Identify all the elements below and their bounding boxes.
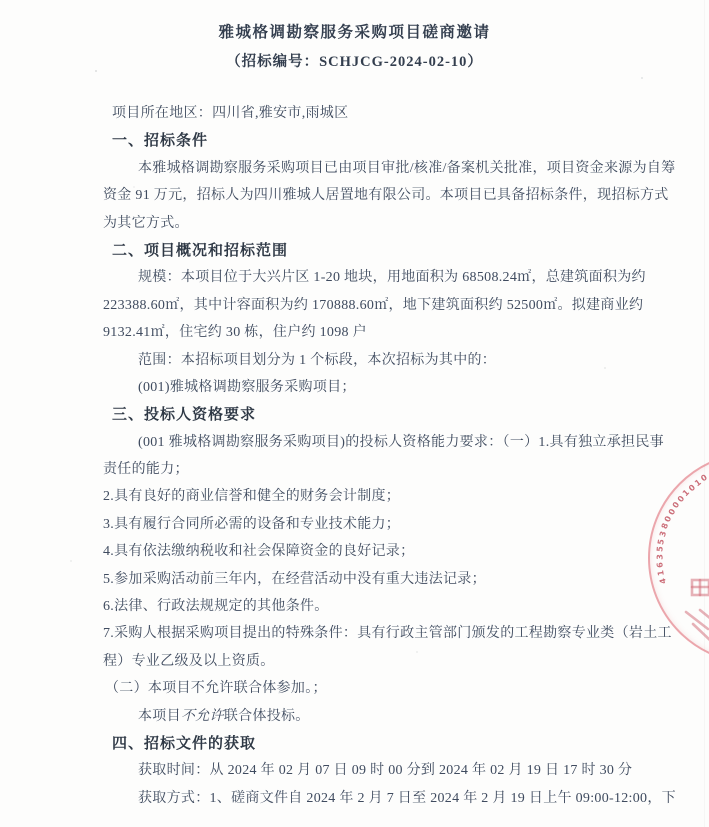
qualification-item-7-line1: 7.采购人根据采购项目提出的特殊条件：具有行政主管部门颁发的工程勘察专业类（岩土工: [103, 626, 672, 642]
scan-page-edge-line: [704, 0, 705, 827]
joint-bid-italic-text: 不允许: [180, 708, 224, 724]
qualification-item-7-line2: 程）专业乙级及以上资质。: [103, 653, 275, 669]
stamp-serial-digit: 0: [675, 494, 686, 505]
joint-bid-note-line: [103, 703, 605, 730]
stamp-serial-digit: 3: [655, 554, 665, 561]
qualification-item-3: 3.具有履行合同所必需的设备和专业技术能力；: [103, 516, 401, 532]
bid-section-001-line: (001)雅城格调勘察服务采购项目；: [138, 379, 356, 395]
stamp-serial-digit: 0: [670, 500, 682, 511]
qualification-item-1-cont: 责任的能力；: [103, 462, 189, 478]
stamp-serial-digit: 0: [666, 507, 678, 517]
stamp-serial-digit: 0: [663, 514, 674, 524]
stamp-serial-digit: 5: [656, 538, 667, 546]
stamp-serial-digit: 6: [655, 562, 665, 569]
stamp-serial-digit: 3: [658, 530, 669, 538]
qualification-item-4: 4.具有依法缴纳税收和社会保障资金的良好记录；: [103, 544, 415, 560]
project-scale-line-3: 9132.41㎡，住宅约 30 栋，住户约 1098 户: [103, 325, 367, 341]
tender-conditions-line-1: 本雅城格调勘察服务采购项目已由项目审批/核准/备案机关批准，项目资金来源为自筹: [138, 160, 676, 176]
obtain-method-line: 获取方式：1、磋商文件自 2024 年 2 月 7 日至 2024 年 2 月 19 日上午 09:00-12:00，下: [138, 790, 676, 806]
qualification-intro-line: (001 雅城格调勘察服务采购项目)的投标人资格能力要求：（一）1.具有独立承担民事: [138, 434, 664, 450]
project-location-line: 项目所在地区：四川省,雅安市,雨城区: [112, 106, 349, 121]
no-consortium-clause-line: （二）本项目不允许联合体参加。；: [105, 681, 327, 697]
stamp-serial-digit: 0: [686, 482, 697, 493]
project-scale-line-1: 规模：本项目位于大兴片区 1-20 地块，用地面积为 68508.24㎡，总建筑面积为约: [138, 270, 646, 286]
tender-conditions-line-2: 资金 91 万元，招标人为四川雅城人居置地有限公司。本项目已具备招标条件，现招标方式: [103, 188, 669, 204]
section-4-heading: 四、招标文件的获取: [112, 734, 257, 752]
tender-conditions-line-3: 为其它方式。: [103, 215, 189, 231]
project-scale-line-2: 223388.60㎡，其中计容面积为约 170888.60㎡，地下建筑面积约 52500㎡。拟建商业约: [103, 297, 644, 313]
section-3-heading: 三、投标人资格要求: [112, 406, 257, 424]
stamp-serial-digit: 1: [692, 477, 703, 488]
stamp-serial-digit: 1: [680, 488, 692, 499]
stamp-serial-digit: 1: [656, 569, 667, 577]
stamp-serial-digit: 5: [655, 546, 666, 553]
document-title: 雅城格调勘察服务采购项目磋商邀请: [218, 24, 491, 41]
qualification-item-5: 5.参加采购活动前三年内，在经营活动中没有重大违法记录；: [103, 571, 486, 587]
stamp-serial-digit: 4: [657, 576, 668, 585]
section-2-heading: 二、项目概况和招标范围: [112, 241, 289, 259]
tender-scope-line: 范围：本招标项目划分为 1 个标段，本次招标为其中的：: [138, 352, 497, 368]
qualification-item-6: 6.法律、行政法规规定的其他条件。: [103, 599, 329, 615]
joint-bid-prefix: 本项目: [138, 708, 181, 724]
joint-bid-suffix: 联合体投标。: [223, 708, 310, 724]
qualification-item-2: 2.具有良好的商业信誉和健全的财务会计制度；: [103, 489, 401, 505]
obtain-time-line: 获取时间：从 2024 年 02 月 07 日 09 时 00 分到 2024 年 02 月 19 日 17 时 30 分: [138, 763, 633, 779]
document-body: [103, 100, 676, 812]
section-1-heading: 一、招标条件: [112, 132, 209, 150]
stamp-serial-digit: 0: [699, 472, 709, 484]
stamp-serial-digit: 8: [660, 522, 671, 531]
tender-number-subtitle: （招标编号：SCHJCG-2024-02-10）: [226, 54, 483, 70]
